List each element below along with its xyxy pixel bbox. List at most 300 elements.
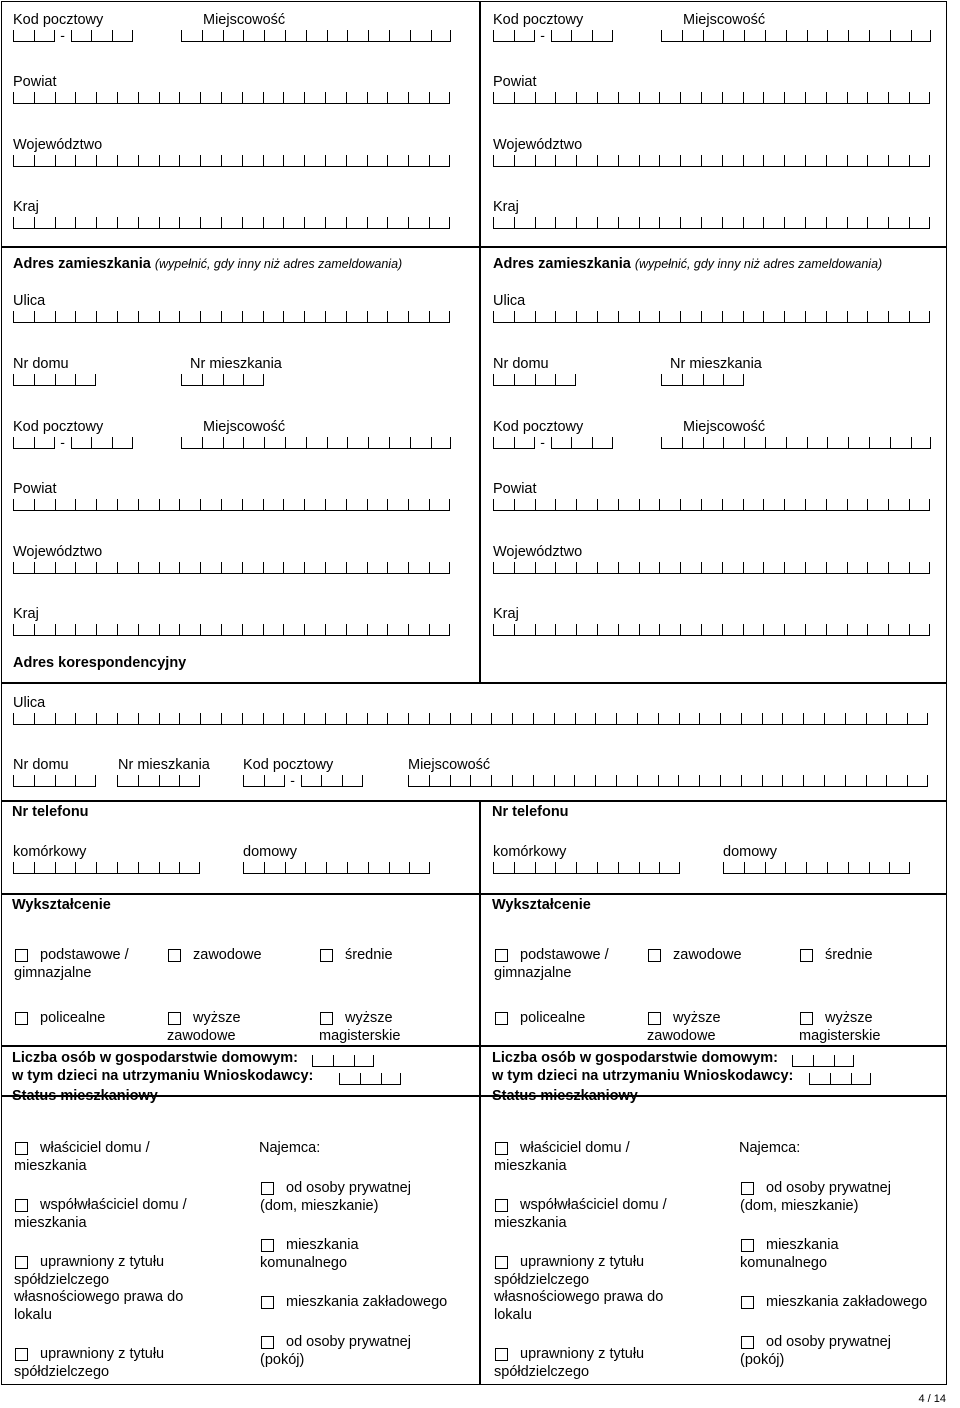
input-cell[interactable]	[890, 30, 911, 42]
input-cell[interactable]	[551, 437, 572, 449]
input-cell[interactable]	[243, 374, 264, 386]
corr-house-no-input[interactable]	[13, 775, 96, 787]
input-cell[interactable]	[867, 499, 888, 511]
input-cell[interactable]	[242, 217, 263, 229]
input-cell[interactable]	[514, 30, 535, 42]
input-cell[interactable]	[346, 311, 367, 323]
right-street-input[interactable]	[493, 311, 930, 323]
input-cell[interactable]	[826, 562, 847, 574]
input-cell[interactable]	[221, 713, 242, 725]
input-cell[interactable]	[512, 713, 533, 725]
input-cell[interactable]	[576, 562, 597, 574]
input-cell[interactable]	[283, 155, 304, 167]
right-phone-home-input[interactable]	[723, 862, 910, 874]
input-cell[interactable]	[408, 311, 429, 323]
input-cell[interactable]	[535, 311, 556, 323]
input-cell[interactable]	[618, 311, 639, 323]
input-cell[interactable]	[429, 155, 450, 167]
input-cell[interactable]	[339, 1073, 360, 1085]
input-cell[interactable]	[911, 437, 932, 449]
input-cell[interactable]	[470, 775, 491, 787]
input-cell[interactable]	[784, 217, 805, 229]
input-cell[interactable]	[301, 775, 322, 787]
input-cell[interactable]	[493, 437, 514, 449]
input-cell[interactable]	[429, 713, 450, 725]
input-cell[interactable]	[576, 92, 597, 104]
input-cell[interactable]	[159, 499, 180, 511]
corr-street-input[interactable]	[13, 713, 928, 725]
input-cell[interactable]	[221, 624, 242, 636]
input-cell[interactable]	[723, 374, 744, 386]
input-cell[interactable]	[34, 562, 55, 574]
input-cell[interactable]	[554, 713, 575, 725]
input-cell[interactable]	[368, 437, 389, 449]
input-cell[interactable]	[659, 92, 680, 104]
input-cell[interactable]	[71, 30, 92, 42]
input-cell[interactable]	[701, 311, 722, 323]
input-cell[interactable]	[845, 775, 866, 787]
right-registered-postal-code-input[interactable]	[493, 27, 613, 43]
corr-postal-code-input[interactable]	[243, 772, 363, 788]
input-cell[interactable]	[576, 624, 597, 636]
input-cell[interactable]	[367, 713, 388, 725]
input-cell[interactable]	[845, 713, 866, 725]
input-cell[interactable]	[555, 92, 576, 104]
input-cell[interactable]	[554, 775, 575, 787]
input-cell[interactable]	[824, 713, 845, 725]
input-cell[interactable]	[723, 30, 744, 42]
input-cell[interactable]	[658, 713, 679, 725]
input-cell[interactable]	[514, 92, 535, 104]
right-residence-country-input[interactable]	[493, 624, 930, 636]
input-cell[interactable]	[200, 217, 221, 229]
right-registered-county-input[interactable]	[493, 92, 930, 104]
input-cell[interactable]	[848, 30, 869, 42]
input-cell[interactable]	[723, 437, 744, 449]
input-cell[interactable]	[847, 624, 868, 636]
input-cell[interactable]	[720, 713, 741, 725]
input-cell[interactable]	[283, 499, 304, 511]
input-cell[interactable]	[221, 311, 242, 323]
input-cell[interactable]	[658, 775, 679, 787]
input-cell[interactable]	[826, 311, 847, 323]
input-cell[interactable]	[782, 775, 803, 787]
input-cell[interactable]	[389, 862, 410, 874]
input-cell[interactable]	[223, 437, 244, 449]
input-cell[interactable]	[867, 92, 888, 104]
input-cell[interactable]	[243, 862, 264, 874]
input-cell[interactable]	[785, 862, 806, 874]
input-cell[interactable]	[264, 30, 285, 42]
input-cell[interactable]	[138, 311, 159, 323]
input-cell[interactable]	[803, 713, 824, 725]
input-cell[interactable]	[285, 437, 306, 449]
left-residence-country-input[interactable]	[13, 624, 450, 636]
input-cell[interactable]	[637, 775, 658, 787]
input-cell[interactable]	[138, 775, 159, 787]
input-cell[interactable]	[117, 624, 138, 636]
input-cell[interactable]	[597, 217, 618, 229]
input-cell[interactable]	[263, 311, 284, 323]
right-household-persons-input[interactable]	[792, 1055, 854, 1067]
input-cell[interactable]	[159, 624, 180, 636]
input-cell[interactable]	[243, 437, 264, 449]
input-cell[interactable]	[514, 499, 535, 511]
input-cell[interactable]	[263, 217, 284, 229]
input-cell[interactable]	[824, 775, 845, 787]
input-cell[interactable]	[13, 30, 34, 42]
input-cell[interactable]	[763, 92, 784, 104]
input-cell[interactable]	[263, 155, 284, 167]
input-cell[interactable]	[595, 775, 616, 787]
input-cell[interactable]	[659, 499, 680, 511]
input-cell[interactable]	[200, 499, 221, 511]
input-cell[interactable]	[346, 562, 367, 574]
input-cell[interactable]	[618, 155, 639, 167]
input-cell[interactable]	[555, 155, 576, 167]
input-cell[interactable]	[535, 624, 556, 636]
input-cell[interactable]	[659, 862, 680, 874]
input-cell[interactable]	[202, 30, 223, 42]
input-cell[interactable]	[34, 775, 55, 787]
input-cell[interactable]	[243, 30, 264, 42]
input-cell[interactable]	[181, 437, 202, 449]
input-cell[interactable]	[493, 311, 514, 323]
input-cell[interactable]	[827, 437, 848, 449]
input-cell[interactable]	[242, 713, 263, 725]
left-residence-province-input[interactable]	[13, 562, 450, 574]
input-cell[interactable]	[763, 217, 784, 229]
input-cell[interactable]	[181, 374, 202, 386]
input-cell[interactable]	[347, 862, 368, 874]
input-cell[interactable]	[304, 713, 325, 725]
input-cell[interactable]	[720, 775, 741, 787]
input-cell[interactable]	[283, 713, 304, 725]
input-cell[interactable]	[555, 374, 576, 386]
input-cell[interactable]	[367, 562, 388, 574]
right-household-children-input[interactable]	[809, 1073, 871, 1085]
input-cell[interactable]	[179, 562, 200, 574]
input-cell[interactable]	[867, 155, 888, 167]
input-cell[interactable]	[360, 1073, 381, 1085]
input-cell[interactable]	[616, 713, 637, 725]
input-cell[interactable]	[159, 862, 180, 874]
input-cell[interactable]	[618, 92, 639, 104]
input-cell[interactable]	[408, 92, 429, 104]
input-cell[interactable]	[851, 1073, 872, 1085]
input-cell[interactable]	[117, 775, 138, 787]
input-cell[interactable]	[263, 499, 284, 511]
left-registered-province-input[interactable]	[13, 155, 450, 167]
input-cell[interactable]	[571, 437, 592, 449]
input-cell[interactable]	[75, 92, 96, 104]
input-cell[interactable]	[784, 311, 805, 323]
input-cell[interactable]	[514, 862, 535, 874]
input-cell[interactable]	[911, 30, 932, 42]
input-cell[interactable]	[138, 92, 159, 104]
left-registered-town-input[interactable]	[181, 30, 451, 42]
input-cell[interactable]	[535, 562, 556, 574]
input-cell[interactable]	[830, 1073, 851, 1085]
input-cell[interactable]	[312, 1055, 333, 1067]
input-cell[interactable]	[325, 217, 346, 229]
input-cell[interactable]	[408, 713, 429, 725]
input-cell[interactable]	[347, 437, 368, 449]
input-cell[interactable]	[743, 624, 764, 636]
input-cell[interactable]	[34, 217, 55, 229]
input-cell[interactable]	[450, 775, 471, 787]
input-cell[interactable]	[744, 437, 765, 449]
input-cell[interactable]	[200, 311, 221, 323]
left-registered-country-input[interactable]	[13, 217, 450, 229]
input-cell[interactable]	[680, 92, 701, 104]
input-cell[interactable]	[96, 624, 117, 636]
input-cell[interactable]	[346, 217, 367, 229]
input-cell[interactable]	[91, 437, 112, 449]
input-cell[interactable]	[722, 624, 743, 636]
input-cell[interactable]	[325, 624, 346, 636]
input-cell[interactable]	[792, 1055, 813, 1067]
input-cell[interactable]	[763, 624, 784, 636]
input-cell[interactable]	[491, 713, 512, 725]
input-cell[interactable]	[325, 92, 346, 104]
input-cell[interactable]	[75, 624, 96, 636]
input-cell[interactable]	[888, 562, 909, 574]
input-cell[interactable]	[138, 562, 159, 574]
input-cell[interactable]	[34, 92, 55, 104]
input-cell[interactable]	[889, 862, 910, 874]
input-cell[interactable]	[888, 311, 909, 323]
input-cell[interactable]	[75, 155, 96, 167]
input-cell[interactable]	[304, 311, 325, 323]
input-cell[interactable]	[159, 92, 180, 104]
input-cell[interactable]	[722, 499, 743, 511]
input-cell[interactable]	[325, 155, 346, 167]
input-cell[interactable]	[680, 311, 701, 323]
input-cell[interactable]	[493, 30, 514, 42]
input-cell[interactable]	[96, 562, 117, 574]
input-cell[interactable]	[743, 217, 764, 229]
input-cell[interactable]	[555, 624, 576, 636]
input-cell[interactable]	[639, 624, 660, 636]
input-cell[interactable]	[535, 499, 556, 511]
input-cell[interactable]	[367, 624, 388, 636]
input-cell[interactable]	[888, 499, 909, 511]
input-cell[interactable]	[701, 499, 722, 511]
input-cell[interactable]	[304, 155, 325, 167]
input-cell[interactable]	[682, 30, 703, 42]
input-cell[interactable]	[743, 311, 764, 323]
input-cell[interactable]	[221, 92, 242, 104]
input-cell[interactable]	[535, 155, 556, 167]
input-cell[interactable]	[325, 499, 346, 511]
input-cell[interactable]	[429, 624, 450, 636]
input-cell[interactable]	[387, 624, 408, 636]
input-cell[interactable]	[13, 155, 34, 167]
input-cell[interactable]	[34, 437, 55, 449]
input-cell[interactable]	[305, 862, 326, 874]
input-cell[interactable]	[659, 562, 680, 574]
input-cell[interactable]	[493, 624, 514, 636]
right-residence-province-input[interactable]	[493, 562, 930, 574]
left-household-children-input[interactable]	[339, 1073, 401, 1085]
input-cell[interactable]	[803, 775, 824, 787]
input-cell[interactable]	[117, 155, 138, 167]
input-cell[interactable]	[304, 92, 325, 104]
input-cell[interactable]	[138, 624, 159, 636]
input-cell[interactable]	[179, 92, 200, 104]
input-cell[interactable]	[96, 713, 117, 725]
input-cell[interactable]	[514, 155, 535, 167]
input-cell[interactable]	[847, 92, 868, 104]
input-cell[interactable]	[886, 775, 907, 787]
right-residence-county-input[interactable]	[493, 499, 930, 511]
input-cell[interactable]	[869, 862, 890, 874]
input-cell[interactable]	[431, 30, 452, 42]
input-cell[interactable]	[285, 862, 306, 874]
input-cell[interactable]	[242, 499, 263, 511]
right-phone-mobile-input[interactable]	[493, 862, 680, 874]
input-cell[interactable]	[327, 30, 348, 42]
input-cell[interactable]	[117, 562, 138, 574]
input-cell[interactable]	[304, 624, 325, 636]
input-cell[interactable]	[576, 499, 597, 511]
left-registered-county-input[interactable]	[13, 92, 450, 104]
input-cell[interactable]	[616, 775, 637, 787]
input-cell[interactable]	[408, 155, 429, 167]
input-cell[interactable]	[867, 311, 888, 323]
left-registered-postal-code-input[interactable]	[13, 27, 133, 43]
left-house-no-input[interactable]	[13, 374, 96, 386]
input-cell[interactable]	[867, 624, 888, 636]
input-cell[interactable]	[805, 499, 826, 511]
input-cell[interactable]	[869, 437, 890, 449]
input-cell[interactable]	[138, 713, 159, 725]
input-cell[interactable]	[682, 374, 703, 386]
input-cell[interactable]	[96, 217, 117, 229]
input-cell[interactable]	[159, 155, 180, 167]
input-cell[interactable]	[55, 311, 76, 323]
left-phone-mobile-input[interactable]	[13, 862, 200, 874]
input-cell[interactable]	[813, 1055, 834, 1067]
input-cell[interactable]	[763, 499, 784, 511]
input-cell[interactable]	[389, 30, 410, 42]
input-cell[interactable]	[408, 775, 429, 787]
right-flat-no-input[interactable]	[661, 374, 744, 386]
input-cell[interactable]	[909, 499, 930, 511]
input-cell[interactable]	[75, 713, 96, 725]
input-cell[interactable]	[346, 499, 367, 511]
input-cell[interactable]	[782, 713, 803, 725]
input-cell[interactable]	[346, 92, 367, 104]
input-cell[interactable]	[765, 437, 786, 449]
input-cell[interactable]	[514, 311, 535, 323]
input-cell[interactable]	[223, 30, 244, 42]
input-cell[interactable]	[283, 562, 304, 574]
input-cell[interactable]	[159, 217, 180, 229]
input-cell[interactable]	[304, 562, 325, 574]
input-cell[interactable]	[13, 499, 34, 511]
input-cell[interactable]	[221, 562, 242, 574]
input-cell[interactable]	[75, 217, 96, 229]
input-cell[interactable]	[909, 311, 930, 323]
input-cell[interactable]	[368, 862, 389, 874]
input-cell[interactable]	[34, 155, 55, 167]
input-cell[interactable]	[325, 311, 346, 323]
input-cell[interactable]	[618, 862, 639, 874]
input-cell[interactable]	[701, 155, 722, 167]
input-cell[interactable]	[888, 155, 909, 167]
input-cell[interactable]	[847, 217, 868, 229]
input-cell[interactable]	[471, 713, 492, 725]
corr-town-input[interactable]	[408, 775, 928, 787]
input-cell[interactable]	[367, 92, 388, 104]
input-cell[interactable]	[325, 713, 346, 725]
input-cell[interactable]	[807, 437, 828, 449]
input-cell[interactable]	[179, 217, 200, 229]
input-cell[interactable]	[847, 562, 868, 574]
input-cell[interactable]	[55, 155, 76, 167]
input-cell[interactable]	[75, 499, 96, 511]
input-cell[interactable]	[221, 155, 242, 167]
input-cell[interactable]	[743, 155, 764, 167]
input-cell[interactable]	[805, 624, 826, 636]
input-cell[interactable]	[888, 217, 909, 229]
input-cell[interactable]	[639, 499, 660, 511]
input-cell[interactable]	[597, 562, 618, 574]
input-cell[interactable]	[571, 30, 592, 42]
input-cell[interactable]	[637, 713, 658, 725]
input-cell[interactable]	[805, 92, 826, 104]
input-cell[interactable]	[408, 217, 429, 229]
input-cell[interactable]	[741, 713, 762, 725]
input-cell[interactable]	[680, 624, 701, 636]
left-household-persons-input[interactable]	[312, 1055, 374, 1067]
input-cell[interactable]	[368, 30, 389, 42]
input-cell[interactable]	[701, 562, 722, 574]
input-cell[interactable]	[866, 775, 887, 787]
input-cell[interactable]	[639, 311, 660, 323]
input-cell[interactable]	[786, 437, 807, 449]
input-cell[interactable]	[867, 562, 888, 574]
input-cell[interactable]	[13, 374, 34, 386]
input-cell[interactable]	[722, 311, 743, 323]
left-street-input[interactable]	[13, 311, 450, 323]
input-cell[interactable]	[325, 562, 346, 574]
input-cell[interactable]	[96, 92, 117, 104]
input-cell[interactable]	[866, 713, 887, 725]
input-cell[interactable]	[514, 562, 535, 574]
input-cell[interactable]	[595, 713, 616, 725]
right-registered-town-input[interactable]	[661, 30, 931, 42]
input-cell[interactable]	[535, 374, 556, 386]
input-cell[interactable]	[639, 217, 660, 229]
input-cell[interactable]	[574, 775, 595, 787]
input-cell[interactable]	[493, 217, 514, 229]
input-cell[interactable]	[333, 1055, 354, 1067]
input-cell[interactable]	[909, 92, 930, 104]
input-cell[interactable]	[847, 499, 868, 511]
input-cell[interactable]	[221, 499, 242, 511]
input-cell[interactable]	[597, 499, 618, 511]
input-cell[interactable]	[834, 1055, 855, 1067]
input-cell[interactable]	[703, 437, 724, 449]
input-cell[interactable]	[387, 562, 408, 574]
input-cell[interactable]	[200, 562, 221, 574]
input-cell[interactable]	[75, 311, 96, 323]
input-cell[interactable]	[13, 775, 34, 787]
input-cell[interactable]	[805, 311, 826, 323]
